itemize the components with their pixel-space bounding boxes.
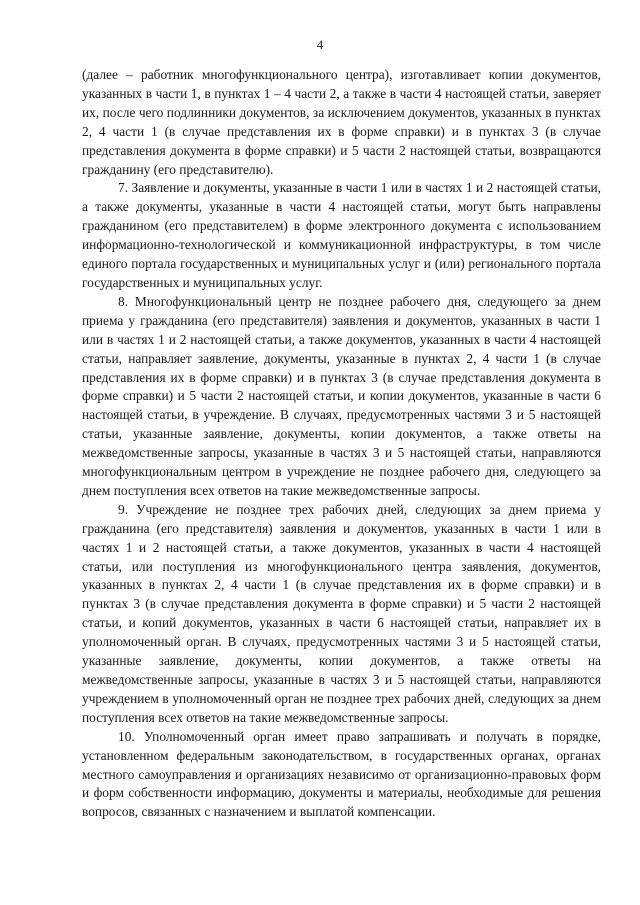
paragraph-continuation: (далее – работник многофункционального центра), изготавливает копии документов, указанных в части 1, в пунктах 1 – 4 части 2, а также в части 4 настоящей статьи, заверяет их, после чего подлинники документов, за исключением документов, указанных в пунктах 2, 4 части 1 (в случае представления их в форме справки) и в пунктах 3 (в случае представления документа в форме справки) и 5 части 2 настоящей статьи, возвращаются гражданину (его представителю). — [82, 67, 601, 177]
document-body — [82, 66, 601, 822]
page-number: 4 — [316, 37, 324, 52]
paragraph-10: 10. Уполномоченный орган имеет право запрашивать и получать в порядке, установленном федеральным законодательством, в государственных органах, органах местного самоуправления и организациях независимо от организационно-правовых форм и форм собственности информацию, документы и материалы, необходимые для решения вопросов, связанных с назначением и выплатой компенсации. — [82, 728, 601, 820]
paragraph-7: 7. Заявление и документы, указанные в части 1 или в частях 1 и 2 настоящей статьи, а также документы, указанные в части 4 настоящей статьи, могут быть направлены гражданином (его представителем) в форме электронного документа с использованием информационно-технологической и коммуникационной инфраструктуры, в том числе единого портала государственных и муниципальных услуг и (или) регионального портала государственных и муниципальных услуг. — [82, 180, 601, 290]
paragraph-8: 8. Многофункциональный центр не позднее рабочего дня, следующего за днем приема у гражданина (его представителя) заявления и документов, указанных в части 1 или в частях 1 и 2 настоящей статьи, а также документов, указанных в части 4 настоящей статьи, направляет заявление, документы, указанные в пунктах 2, 4 части 1 (в случае представления их в форме справки) и в пунктах 3 (в случае представления документа в форме справки) и 5 части 2 настоящей статьи, и копии документов, указанные в части 6 настоящей статьи, в учреждение. В случаях, предусмотренных частями 3 и 5 настоящей статьи, указанные заявление, документы, копии документов, а также ответы на межведомственные запросы, указанные в частях 3 и 5 настоящей статьи, направляются многофункциональным центром в учреждение не позднее рабочего дня, следующего за днем поступления всех ответов на такие межведомственные запросы. — [82, 293, 601, 498]
paragraph-9: 9. Учреждение не позднее трех рабочих дней, следующих за днем приема у гражданина (его представителя) заявления и документов, указанных в части 1 или в частях 1 и 2 настоящей статьи, а также документов, указанных в части 4 настоящей статьи, или поступления из многофункционального центра заявления, документов, указанных в пунктах 2, 4 части 1 (в случае представления их в форме справки) и в пунктах 3 (в случае представления документа в форме справки) и 5 части 2 настоящей статьи, и копий документов, указанных в части 6 настоящей статьи, направляет их в уполномоченный орган. В случаях, предусмотренных частями 3 и 5 настоящей статьи, указанные заявление, документы, копии документов, а также ответы на межведомственные запросы, указанные в частях 3 и 5 настоящей статьи, направляются учреждением в уполномоченный орган не позднее трех рабочих дней, следующих за днем поступления всех ответов на такие межведомственные запросы. — [82, 501, 601, 725]
